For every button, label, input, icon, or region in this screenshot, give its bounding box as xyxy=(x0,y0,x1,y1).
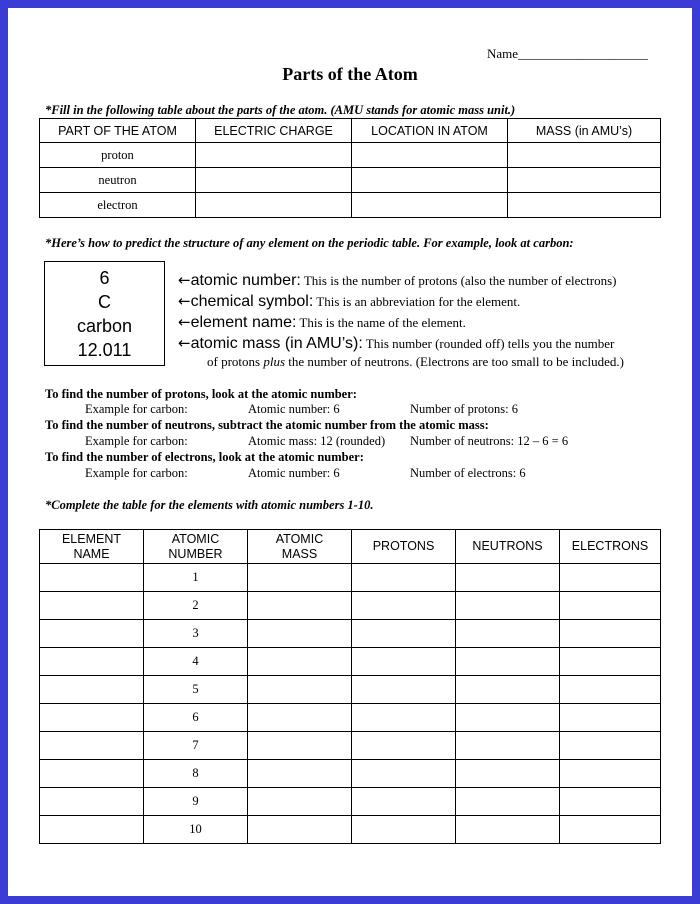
answer-cell[interactable] xyxy=(40,620,144,648)
atomic-number-cell: 2 xyxy=(144,592,248,620)
table-row xyxy=(40,788,661,816)
table-row xyxy=(40,193,661,218)
definition-atomic-mass-continued xyxy=(207,354,624,370)
header-protons: PROTONS xyxy=(352,530,456,564)
instruction-table2: *Complete the table for the elements with atomic numbers 1-10. xyxy=(45,498,374,512)
answer-cell[interactable] xyxy=(248,676,352,704)
answer-cell[interactable] xyxy=(560,592,661,620)
instruction-table1: *Fill in the following table about the parts of the atom. (AMU stands for atomic mass unit.) xyxy=(45,103,516,117)
left-arrow-icon: ← xyxy=(178,271,191,289)
answer-cell[interactable] xyxy=(196,193,352,218)
answer-cell[interactable] xyxy=(248,648,352,676)
definition-text: This number (rounded off) tells you the number xyxy=(362,336,615,351)
atomic-number-cell: 9 xyxy=(144,788,248,816)
answer-cell[interactable] xyxy=(40,732,144,760)
atomic-number-cell: 1 xyxy=(144,564,248,592)
answer-cell[interactable] xyxy=(352,760,456,788)
answer-cell[interactable] xyxy=(352,676,456,704)
definition-term: element name: xyxy=(190,314,297,331)
left-arrow-icon: ← xyxy=(178,334,191,352)
answer-cell[interactable] xyxy=(456,732,560,760)
answer-cell[interactable] xyxy=(40,704,144,732)
atomic-number-cell: 8 xyxy=(144,760,248,788)
table-row xyxy=(40,168,661,193)
answer-cell[interactable] xyxy=(196,168,352,193)
answer-cell[interactable] xyxy=(248,620,352,648)
header-mass: MASS (in AMU’s) xyxy=(508,119,661,143)
definition-text: This is the number of protons (also the number of electrons) xyxy=(300,273,617,288)
worksheet-page xyxy=(8,8,692,896)
table-row xyxy=(40,620,661,648)
header-part: PART OF THE ATOM xyxy=(40,119,196,143)
element-symbol: C xyxy=(98,292,111,312)
definition-text: the number of neutrons. (Electrons are too small to be included.) xyxy=(285,354,624,369)
atom-parts-table xyxy=(39,118,661,218)
definition-element-name xyxy=(178,313,466,332)
header-line: ATOMIC xyxy=(275,531,324,546)
page-title: Parts of the Atom xyxy=(282,64,418,84)
elements-table xyxy=(39,529,661,844)
find-protons-heading: To find the number of protons, look at the atomic number: xyxy=(45,387,357,401)
answer-cell[interactable] xyxy=(40,648,144,676)
answer-cell[interactable] xyxy=(352,193,508,218)
atomic-number-cell: 3 xyxy=(144,620,248,648)
find-electrons-heading: To find the number of electrons, look at the atomic number: xyxy=(45,450,364,464)
answer-cell[interactable] xyxy=(560,704,661,732)
row-label-electron: electron xyxy=(40,193,196,218)
answer-cell[interactable] xyxy=(560,788,661,816)
table-row xyxy=(40,760,661,788)
example-result: Number of electrons: 6 xyxy=(410,466,526,480)
atomic-number-cell: 6 xyxy=(144,704,248,732)
header-location: LOCATION IN ATOM xyxy=(352,119,508,143)
answer-cell[interactable] xyxy=(352,704,456,732)
element-atomic-number: 6 xyxy=(99,268,110,288)
answer-cell[interactable] xyxy=(560,564,661,592)
answer-cell[interactable] xyxy=(456,564,560,592)
table-header-row xyxy=(40,119,661,143)
definition-text: This is the name of the element. xyxy=(296,315,466,330)
left-arrow-icon: ← xyxy=(178,292,191,310)
left-arrow-icon: ← xyxy=(178,313,191,331)
answer-cell[interactable] xyxy=(560,760,661,788)
element-name: carbon xyxy=(76,316,133,336)
table-row xyxy=(40,704,661,732)
answer-cell[interactable] xyxy=(352,816,456,844)
definition-atomic-number xyxy=(178,271,617,290)
name-field[interactable]: Name____________________ xyxy=(487,46,649,61)
atomic-number-cell: 10 xyxy=(144,816,248,844)
table-row xyxy=(40,648,661,676)
answer-cell[interactable] xyxy=(352,648,456,676)
element-atomic-mass: 12.011 xyxy=(77,340,132,360)
table-row xyxy=(40,732,661,760)
header-line: ELEMENT xyxy=(61,531,122,546)
answer-cell[interactable] xyxy=(40,760,144,788)
example-label: Example for carbon: xyxy=(85,466,188,480)
header-charge: ELECTRIC CHARGE xyxy=(196,119,352,143)
definition-atomic-mass xyxy=(178,334,614,353)
table-row xyxy=(40,592,661,620)
answer-cell[interactable] xyxy=(560,620,661,648)
answer-cell[interactable] xyxy=(352,788,456,816)
answer-cell[interactable] xyxy=(352,143,508,168)
answer-cell[interactable] xyxy=(248,732,352,760)
answer-cell[interactable] xyxy=(248,592,352,620)
row-label-neutron: neutron xyxy=(40,168,196,193)
table-header-row xyxy=(40,530,661,564)
example-result: Number of neutrons: 12 – 6 = 6 xyxy=(410,434,569,448)
header-neutrons: NEUTRONS xyxy=(456,530,560,564)
table-row xyxy=(40,816,661,844)
table-row xyxy=(40,676,661,704)
atomic-number-cell: 5 xyxy=(144,676,248,704)
header-line: MASS xyxy=(281,546,318,561)
answer-cell[interactable] xyxy=(456,676,560,704)
definition-emphasis: plus xyxy=(263,354,286,369)
answer-cell[interactable] xyxy=(352,168,508,193)
example-result: Number of protons: 6 xyxy=(410,402,518,416)
instruction-example: *Here’s how to predict the structure of any element on the periodic table. For example, look at carbon: xyxy=(45,236,574,250)
answer-cell[interactable] xyxy=(456,760,560,788)
definition-text: This is an abbreviation for the element. xyxy=(313,294,521,309)
answer-cell[interactable] xyxy=(508,168,661,193)
answer-cell[interactable] xyxy=(508,143,661,168)
answer-cell[interactable] xyxy=(456,704,560,732)
answer-cell[interactable] xyxy=(456,648,560,676)
answer-cell[interactable] xyxy=(352,564,456,592)
definition-chemical-symbol xyxy=(178,292,520,311)
answer-cell[interactable] xyxy=(40,788,144,816)
definition-text: of protons xyxy=(207,354,264,369)
answer-cell[interactable] xyxy=(40,592,144,620)
atomic-number-cell: 7 xyxy=(144,732,248,760)
answer-cell[interactable] xyxy=(248,564,352,592)
elements-table-body xyxy=(40,564,661,844)
answer-cell[interactable] xyxy=(248,788,352,816)
find-neutrons-heading: To find the number of neutrons, subtract the atomic number from the atomic mass: xyxy=(45,418,489,432)
example-given: Atomic number: 6 xyxy=(248,466,340,480)
answer-cell[interactable] xyxy=(456,788,560,816)
answer-cell[interactable] xyxy=(560,676,661,704)
answer-cell[interactable] xyxy=(456,620,560,648)
atomic-number-cell: 4 xyxy=(144,648,248,676)
element-box-carbon xyxy=(44,261,165,366)
answer-cell[interactable] xyxy=(352,732,456,760)
answer-cell[interactable] xyxy=(508,193,661,218)
answer-cell[interactable] xyxy=(456,816,560,844)
header-line: NUMBER xyxy=(168,546,223,561)
answer-cell[interactable] xyxy=(352,620,456,648)
answer-cell[interactable] xyxy=(456,592,560,620)
example-label: Example for carbon: xyxy=(85,434,188,448)
header-line: ATOMIC xyxy=(171,531,220,546)
answer-cell[interactable] xyxy=(196,143,352,168)
header-line: NAME xyxy=(73,546,110,561)
row-label-proton: proton xyxy=(40,143,196,168)
answer-cell[interactable] xyxy=(352,592,456,620)
answer-cell[interactable] xyxy=(560,816,661,844)
definition-term: chemical symbol: xyxy=(190,293,314,310)
header-atomic-mass xyxy=(248,530,352,564)
table-row xyxy=(40,564,661,592)
header-atomic-number xyxy=(144,530,248,564)
answer-cell[interactable] xyxy=(248,704,352,732)
answer-cell[interactable] xyxy=(40,816,144,844)
answer-cell[interactable] xyxy=(248,816,352,844)
example-given: Atomic mass: 12 (rounded) xyxy=(248,434,386,448)
table-row xyxy=(40,143,661,168)
example-given: Atomic number: 6 xyxy=(248,402,340,416)
example-label: Example for carbon: xyxy=(85,402,188,416)
definition-term: atomic mass (in AMU’s): xyxy=(190,335,363,352)
definition-term: atomic number: xyxy=(190,272,301,289)
answer-cell[interactable] xyxy=(40,676,144,704)
answer-cell[interactable] xyxy=(40,564,144,592)
header-electrons: ELECTRONS xyxy=(560,530,661,564)
answer-cell[interactable] xyxy=(248,760,352,788)
answer-cell[interactable] xyxy=(560,732,661,760)
answer-cell[interactable] xyxy=(560,648,661,676)
header-element-name xyxy=(40,530,144,564)
